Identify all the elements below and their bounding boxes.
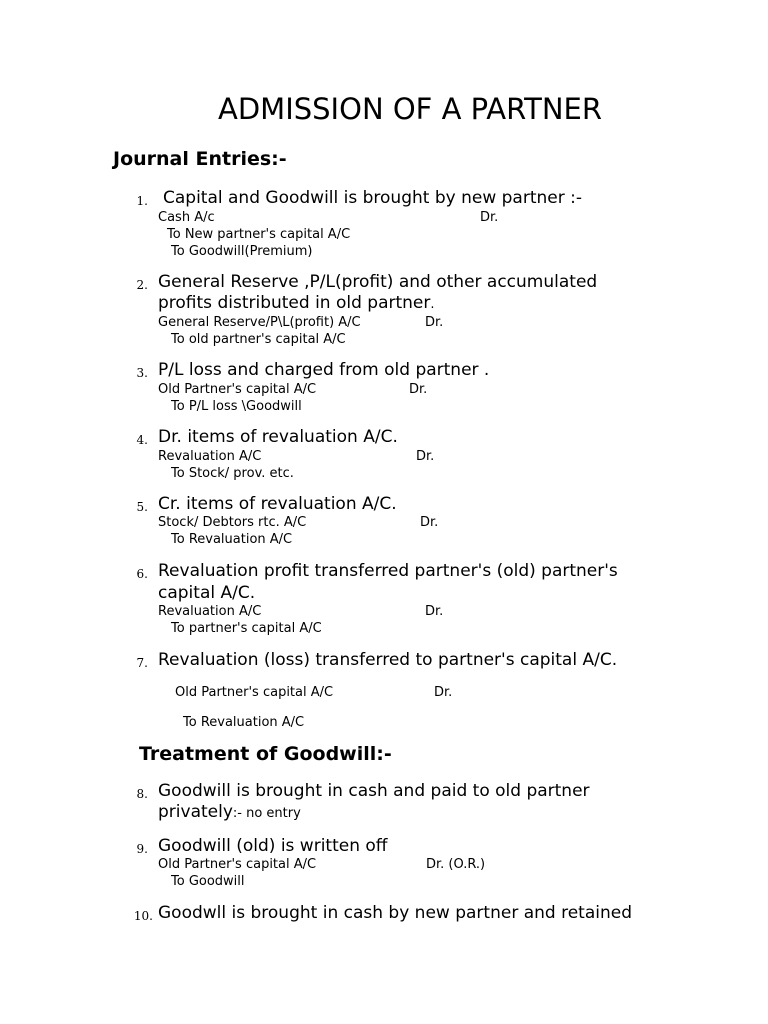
entry-number: 1. bbox=[136, 194, 148, 208]
debit-account: Old Partner's capital A/C bbox=[175, 685, 334, 700]
debit-marker: Dr. bbox=[480, 210, 499, 225]
debit-account: Stock/ Debtors rtc. A/C bbox=[158, 515, 307, 530]
entry-heading-line: Revaluation profit transferred partner's (old) partner's bbox=[158, 561, 618, 581]
entry-heading: P/L loss and charged from old partner . bbox=[158, 360, 490, 380]
entry-number: 9. bbox=[136, 842, 148, 856]
entry-heading-line: Goodwill is brought in cash and paid to old partner bbox=[158, 781, 590, 801]
credit-account: To partner's capital A/C bbox=[171, 621, 322, 636]
debit-account: Cash A/c bbox=[158, 210, 215, 225]
debit-marker: Dr. bbox=[425, 315, 444, 330]
page-title: ADMISSION OF A PARTNER bbox=[218, 92, 603, 126]
debit-marker: Dr. bbox=[416, 449, 435, 464]
credit-account: To Goodwill(Premium) bbox=[171, 244, 313, 259]
entry-heading-line: General Reserve ,P/L(profit) and other accumulated bbox=[158, 272, 598, 292]
entry-heading-line: capital A/C. bbox=[158, 583, 256, 603]
credit-account: To P/L loss \Goodwill bbox=[171, 399, 302, 414]
entry-number: 8. bbox=[136, 787, 148, 801]
goodwill-heading: Treatment of Goodwill:- bbox=[139, 743, 392, 765]
entry-number: 7. bbox=[136, 656, 148, 670]
entry-number: 10. bbox=[133, 909, 153, 923]
entry-heading: Goodwill (old) is written off bbox=[158, 836, 388, 856]
credit-account: To Revaluation A/C bbox=[171, 532, 293, 547]
entry-number: 2. bbox=[136, 278, 148, 292]
debit-marker: Dr. bbox=[434, 685, 453, 700]
debit-account: Revaluation A/C bbox=[158, 449, 262, 464]
entry-heading: Goodwll is brought in cash by new partner and retained bbox=[158, 903, 632, 923]
credit-account: To Stock/ prov. etc. bbox=[171, 466, 294, 481]
credit-account: To Revaluation A/C bbox=[183, 715, 305, 730]
journal-entries-heading: Journal Entries:- bbox=[113, 148, 287, 170]
debit-account: Old Partner's capital A/C bbox=[158, 382, 317, 397]
entry-heading: Dr. items of revaluation A/C. bbox=[158, 427, 398, 447]
entry-number: 6. bbox=[136, 567, 148, 581]
debit-marker: Dr. bbox=[420, 515, 439, 530]
entry-heading: Revaluation (loss) transferred to partner's capital A/C. bbox=[158, 650, 618, 670]
credit-account: To old partner's capital A/C bbox=[171, 332, 346, 347]
entry-heading-line: profits distributed in old partner. bbox=[158, 293, 435, 313]
debit-account: General Reserve/P\L(profit) A/C bbox=[158, 315, 361, 330]
debit-account: Old Partner's capital A/C bbox=[158, 857, 317, 872]
entry-heading-line: privately:- no entry bbox=[158, 802, 301, 822]
entry-number: 4. bbox=[136, 433, 148, 447]
debit-marker: Dr. (O.R.) bbox=[426, 857, 486, 872]
entry-heading: Capital and Goodwill is brought by new partner :- bbox=[163, 188, 582, 208]
entry-heading: Cr. items of revaluation A/C. bbox=[158, 494, 397, 514]
credit-account: To Goodwill bbox=[171, 874, 245, 889]
credit-account: To New partner's capital A/C bbox=[167, 227, 351, 242]
entry-number: 3. bbox=[136, 366, 148, 380]
entry-number: 5. bbox=[136, 500, 148, 514]
debit-marker: Dr. bbox=[425, 604, 444, 619]
debit-marker: Dr. bbox=[409, 382, 428, 397]
debit-account: Revaluation A/C bbox=[158, 604, 262, 619]
